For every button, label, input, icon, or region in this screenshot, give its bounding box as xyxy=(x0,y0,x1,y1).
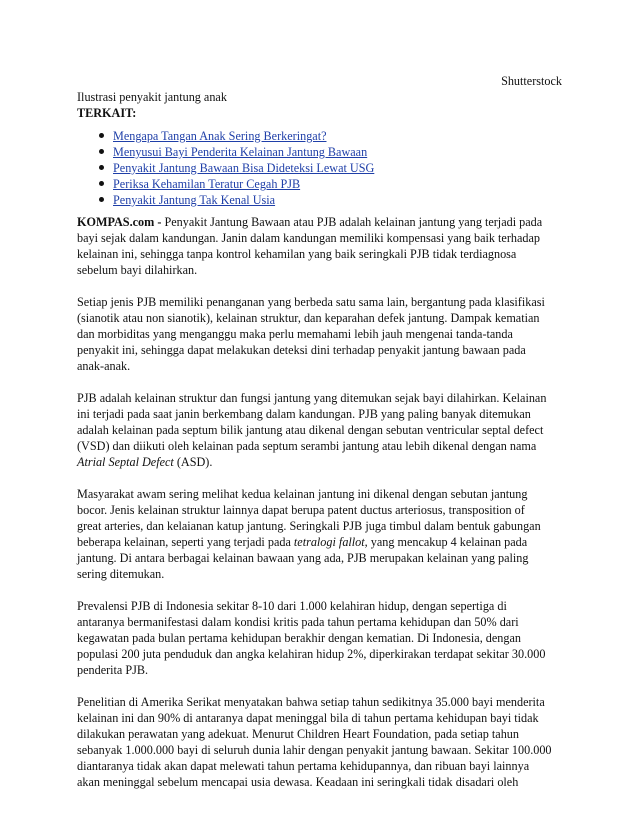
related-link[interactable]: Mengapa Tangan Anak Sering Berkeringat? xyxy=(113,129,327,143)
article-body xyxy=(77,89,567,790)
paragraph-5 xyxy=(77,598,567,678)
text-line: Masyarakat awam sering melihat kedua kelainan jantung ini dikenal dengan sebutan jantung xyxy=(77,487,528,501)
paragraph-4 xyxy=(77,486,567,582)
text-line: kelainan ini, sehingga tanpa kontrol kehamilan yang baik seringkali PJB tidak terdiagnosa xyxy=(77,247,517,261)
text-line: beberapa kelainan, seperti yang terjadi pada xyxy=(77,535,294,549)
image-credit: Shutterstock xyxy=(501,74,562,88)
related-link[interactable]: Periksa Kehamilan Teratur Cegah PJB xyxy=(113,177,301,191)
text-line: dan morbiditas yang menganggu maka perlu memahami lebih jauh mengenai tanda-tanda xyxy=(77,327,513,341)
source-dateline: KOMPAS.com - xyxy=(77,215,165,229)
bullet-icon xyxy=(99,133,104,138)
text-line: kelainan ini dan 90% di antaranya dapat meninggal bila di tahun pertama kehidupan bayi tidak xyxy=(77,711,539,725)
text-line: diantaranya tidak akan dapat melewati tahun pertama kehidupannya, dan ribuan bayi lainnya xyxy=(77,759,530,773)
text-line: antaranya bermanifestasi dalam kondisi kritis pada tahun pertama kehidupan dan 50% dari xyxy=(77,615,519,629)
text-line: penderita PJB. xyxy=(77,663,149,677)
italic-term: Atrial Septal Defect xyxy=(77,455,174,469)
italic-term: tetralogi fallot, xyxy=(293,535,368,549)
text-line: jantung. Di antara berbagai kelainan bawaan yang ada, PJB merupakan kelainan yang paling xyxy=(77,551,529,565)
text-line: populasi 200 juta penduduk dan angka kelahiran hidup 2%, diperkirakan terdapat sekitar 30.000 xyxy=(77,647,546,661)
text-line: penyakit ini, sehingga dapat melakukan deteksi dini terhadap penyakit jantung bawaan pada xyxy=(77,343,526,357)
related-link[interactable]: Menyusui Bayi Penderita Kelainan Jantung Bawaan xyxy=(113,145,368,159)
text-line: (ASD). xyxy=(173,455,213,469)
text-line: bayi sejak dalam kandungan. Janin dalam kandungan memiliki kompensasi yang baik terhadap xyxy=(77,231,541,245)
text-line: sebanyak 1.000.000 bayi di seluruh dunia lahir dengan penyakit jantung bawaan. Sekitar 100.000 xyxy=(77,743,552,757)
text-line: sebelum bayi dilahirkan. xyxy=(77,263,198,277)
related-link-item xyxy=(99,192,567,208)
image-caption: Ilustrasi penyakit jantung anak xyxy=(77,90,227,104)
text-line: kegawatan pada bulan pertama kehidupan berakhir dengan kematian. Di Indonesia, dengan xyxy=(77,631,521,645)
text-line: anak-anak. xyxy=(77,359,131,373)
text-line: great arteries, dan kelaianan katup jantung. Seringkali PJB juga timbul dalam bentuk gabungan xyxy=(77,519,541,533)
bullet-icon xyxy=(99,165,104,170)
text-line: bocor. Jenis kelainan struktur lainnya dapat berupa patent ductus arteriosus, transposition of xyxy=(77,503,525,517)
related-link[interactable]: Penyakit Jantung Tak Kenal Usia xyxy=(113,193,276,207)
paragraph-6 xyxy=(77,694,567,790)
text-line: Penelitian di Amerika Serikat menyatakan bahwa setiap tahun sedikitnya 35.000 bayi menderita xyxy=(77,695,545,709)
related-links-list xyxy=(77,128,567,208)
text-line: ini terjadi pada saat janin berkembang dalam kandungan. PJB yang paling banyak ditemukan xyxy=(77,407,531,421)
text-line: dilakukan perawatan yang adekuat. Menurut Children Heart Foundation, pada setiap tahun xyxy=(77,727,519,741)
text-line: Setiap jenis PJB memiliki penanganan yang berbeda satu sama lain, bergantung pada klasifikasi xyxy=(77,295,545,309)
paragraph-intro xyxy=(77,214,567,278)
bullet-icon xyxy=(99,197,104,202)
text-line: PJB adalah kelainan struktur dan fungsi jantung yang ditemukan sejak bayi dilahirkan. Kelainan xyxy=(77,391,547,405)
related-link[interactable]: Penyakit Jantung Bawaan Bisa Dideteksi Lewat USG xyxy=(113,161,375,175)
text-line: sering ditemukan. xyxy=(77,567,165,581)
text-line: Penyakit Jantung Bawaan atau PJB adalah kelainan jantung yang terjadi pada xyxy=(164,215,543,229)
text-line: yang mencakup 4 kelainan pada xyxy=(367,535,528,549)
related-link-item xyxy=(99,144,567,160)
text-line: Prevalensi PJB di Indonesia sekitar 8-10 dari 1.000 kelahiran hidup, dengan sepertiga di xyxy=(77,599,507,613)
paragraph-3 xyxy=(77,390,567,470)
text-line: akan meninggal sebelum mencapai usia dewasa. Keadaan ini seringkali tidak disadari oleh xyxy=(77,775,519,789)
bullet-icon xyxy=(99,149,104,154)
related-link-item xyxy=(99,176,567,192)
text-line: adalah kelainan pada septum bilik jantung atau dikenal dengan sebutan ventricular septal defect xyxy=(77,423,544,437)
bullet-icon xyxy=(99,181,104,186)
text-line: (sianotik atau non sianotik), kelainan struktur, dan keparahan defek jantung. Dampak kematian xyxy=(77,311,540,325)
paragraph-2 xyxy=(77,294,567,374)
related-link-item xyxy=(99,160,567,176)
text-line: (VSD) dan diikuti oleh kelainan pada septum serambi jantung atau lebih dikenal dengan nama xyxy=(77,439,537,453)
related-heading: TERKAIT: xyxy=(77,106,137,120)
related-link-item xyxy=(99,128,567,144)
